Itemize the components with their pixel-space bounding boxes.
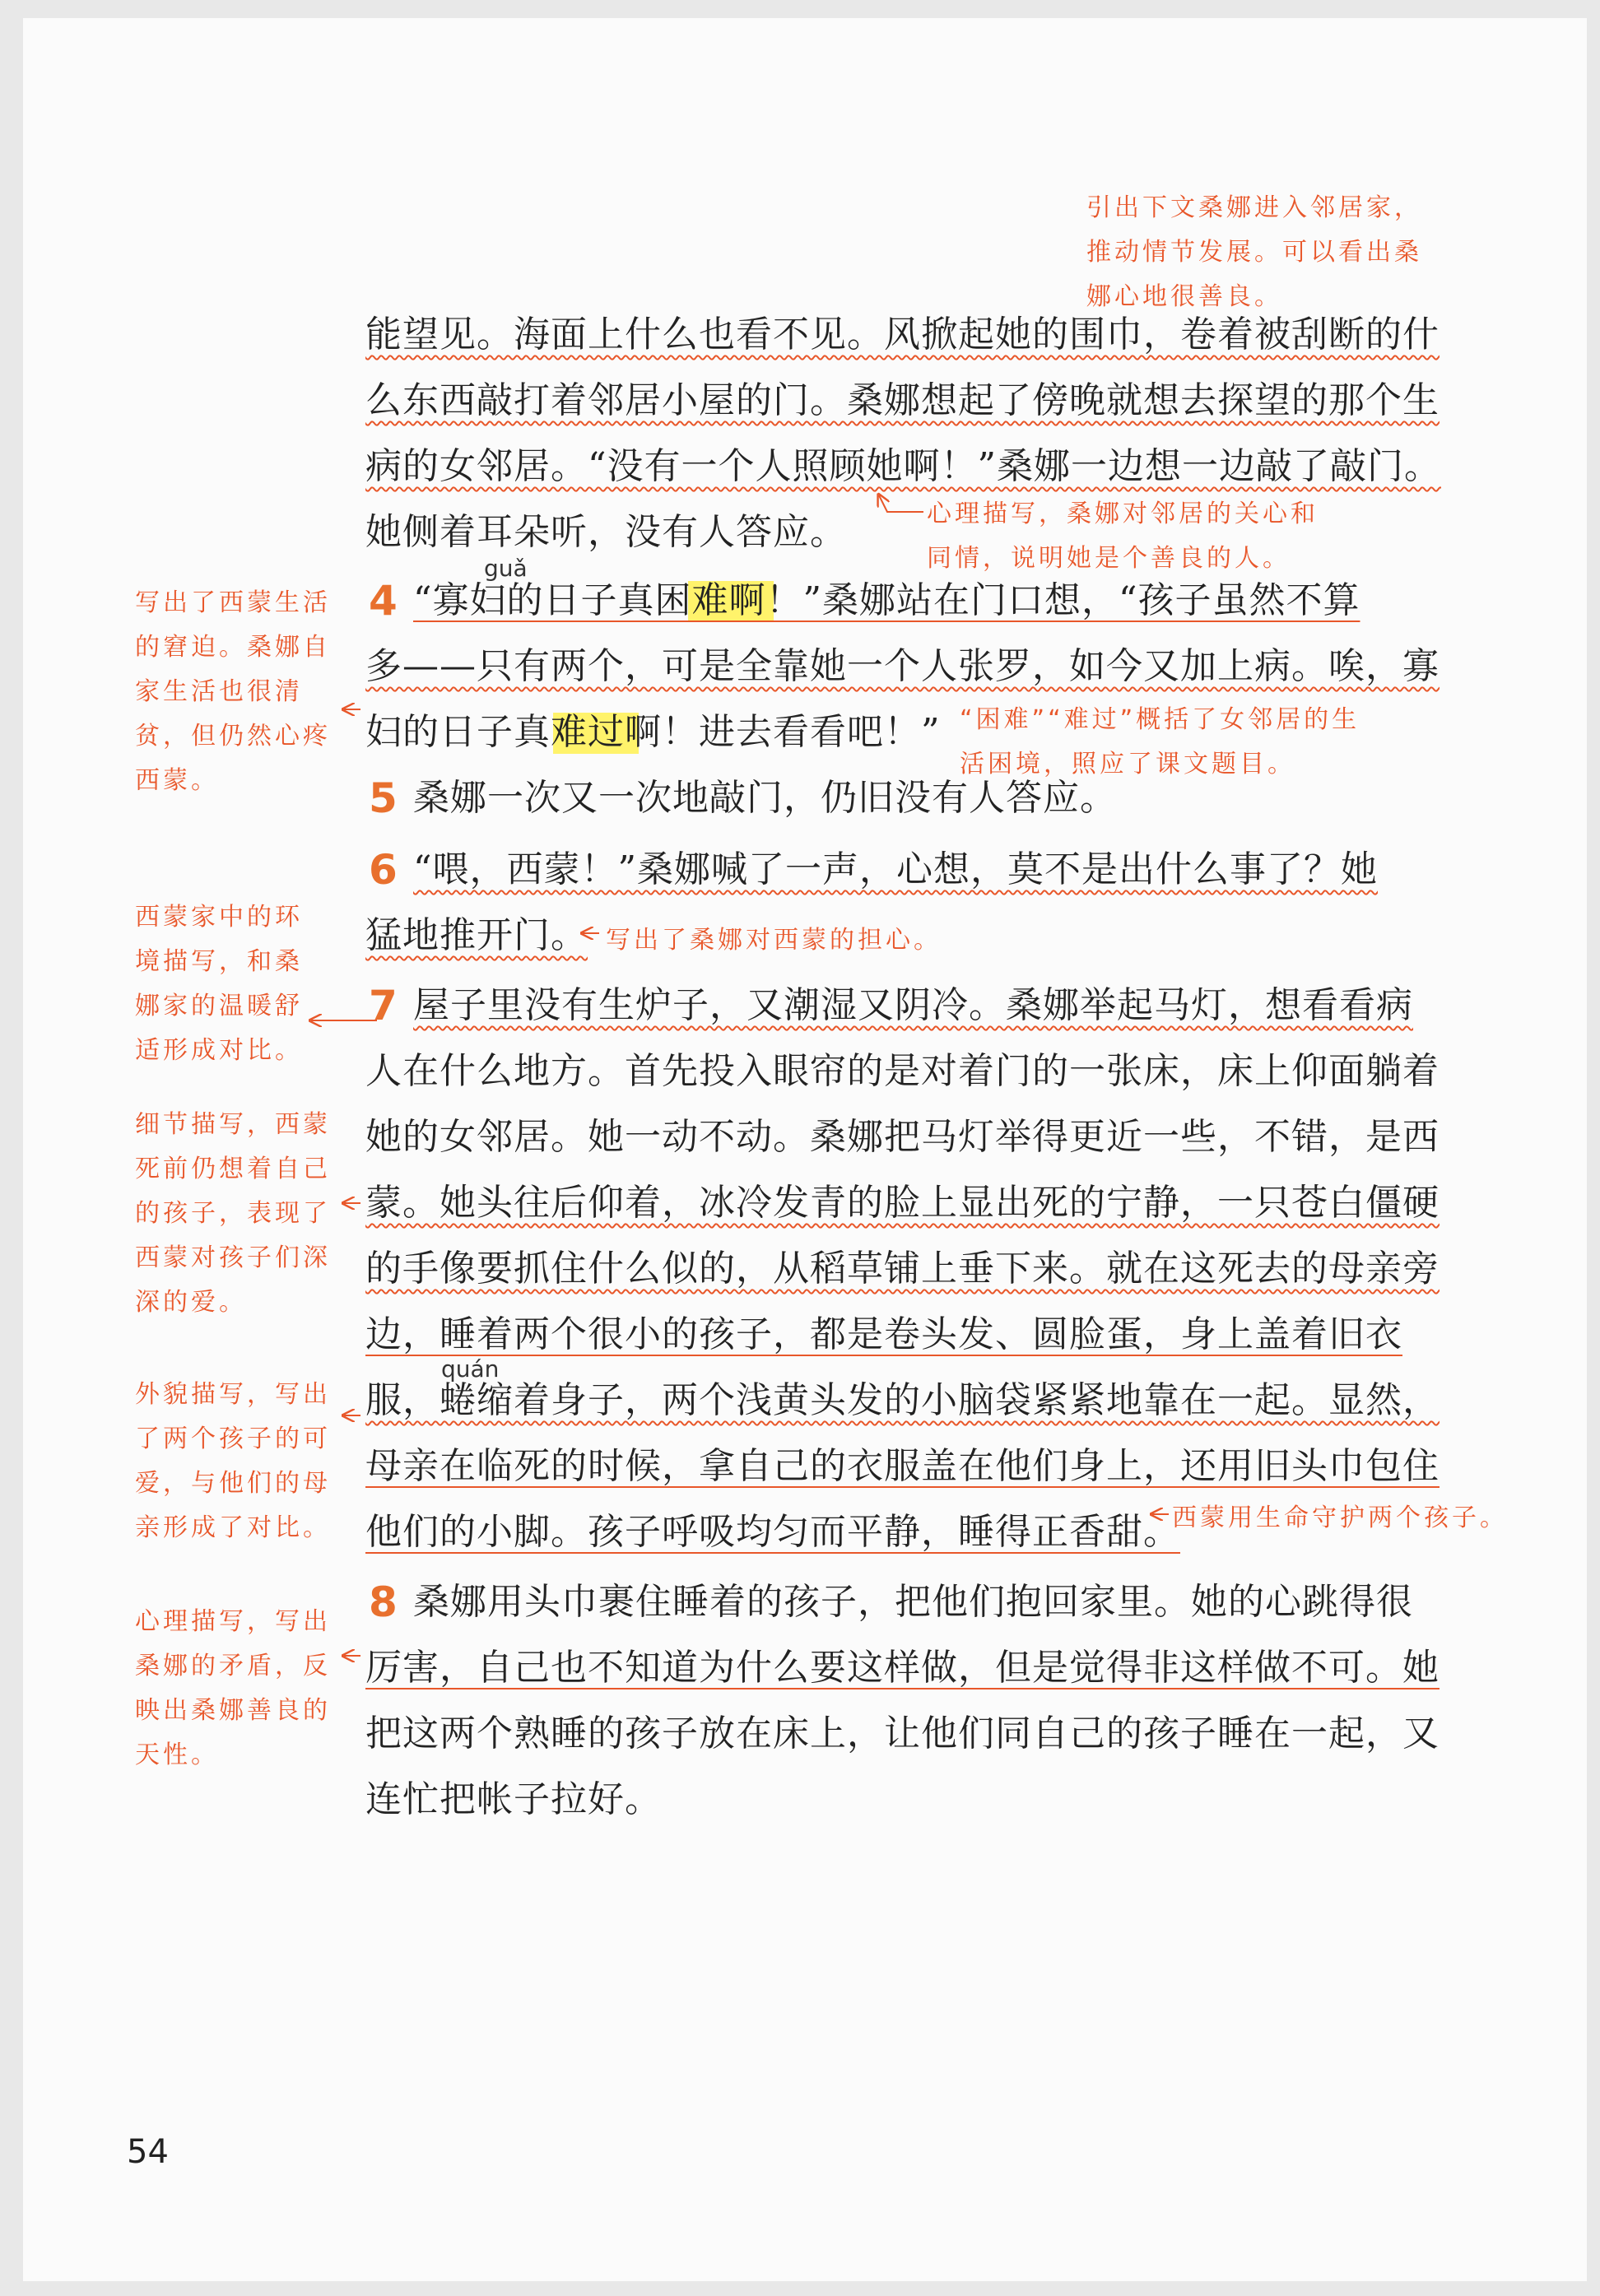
margin-note-line: 的孩子，表现了 [135, 1199, 331, 1228]
margin-note-line: 桑娜的矛盾，反 [135, 1652, 331, 1680]
margin-note-line: 心理描写，桑娜对邻居的关心和 [927, 500, 1319, 528]
paragraph-number: 5 [369, 774, 398, 822]
margin-note-line: 天性。 [135, 1741, 219, 1769]
text-line: 妇的日子真难过啊！进去看看吧！” [365, 711, 941, 753]
page-number: 54 [127, 2133, 169, 2171]
margin-note-line: 西蒙家中的环 [135, 903, 303, 932]
text-line: 连忙把帐子拉好。 [365, 1778, 662, 1820]
paragraph-number: 8 [369, 1578, 398, 1626]
text-line: 把这两个熟睡的孩子放在床上，让他们同自己的孩子睡在一起，又 [365, 1713, 1440, 1755]
margin-note-line: 了两个孩子的可 [135, 1425, 331, 1453]
margin-note-line: 娜家的温暖舒 [135, 992, 303, 1020]
margin-note-line: 引出下文桑娜进入邻居家， [1086, 193, 1422, 222]
margin-note-line: 家生活也很清 [135, 677, 303, 706]
paragraph-number: 7 [369, 982, 398, 1029]
margin-note-line: 同情，说明她是个善良的人。 [927, 544, 1291, 573]
paragraph-number: 4 [369, 577, 398, 625]
margin-note-line: 西蒙用生命守护两个孩子。 [1172, 1504, 1508, 1532]
margin-note-line: 贫，但仍然心疼 [135, 722, 331, 751]
text-line: 蒙。她头往后仰着，冰冷发青的脸上显出死的宁静，一只苍白僵硬 [365, 1182, 1440, 1224]
text-line: 厉害，自己也不知道为什么要这样做，但是觉得非这样做不可。她 [365, 1647, 1440, 1689]
text-line: “喂，西蒙！”桑娜喊了一声，心想，莫不是出什么事了？她 [413, 848, 1378, 890]
text-line: 屋子里没有生炉子，又潮湿又阴冷。桑娜举起马灯，想看看病 [413, 984, 1413, 1026]
text-line: 多——只有两个，可是全靠她一个人张罗，如今又加上病。唉，寡 [365, 645, 1440, 687]
text-line: 母亲在临死的时候，拿自己的衣服盖在他们身上，还用旧头巾包住 [365, 1445, 1440, 1487]
margin-note-line: 写出了西蒙生活 [135, 588, 331, 617]
pinyin-annotation: quán [441, 1355, 500, 1383]
text-line: 的手像要抓住什么似的，从稻草铺上垂下来。就在这死去的母亲旁 [365, 1248, 1440, 1290]
text-line: 么东西敲打着邻居小屋的门。桑娜想起了傍晚就想去探望的那个生 [365, 379, 1440, 421]
margin-note-line: 写出了桑娜对西蒙的担心。 [606, 926, 942, 955]
margin-note-line: 适形成对比。 [135, 1036, 303, 1065]
margin-note-line: 爱，与他们的母 [135, 1469, 331, 1498]
margin-note-line: 外貌描写，写出 [135, 1380, 331, 1409]
margin-note-line: 心理描写，写出 [135, 1607, 331, 1636]
margin-note-line: 娜心地很善良。 [1086, 282, 1282, 311]
text-line: 病的女邻居。“没有一个人照顾她啊！”桑娜一边想一边敲了敲门。 [365, 445, 1441, 487]
text-line: 桑娜用头巾裹住睡着的孩子，把他们抱回家里。她的心跳得很 [413, 1581, 1413, 1623]
margin-note-line: 映出桑娜善良的 [135, 1696, 331, 1725]
margin-note-line: 西蒙对孩子们深 [135, 1243, 331, 1272]
margin-note-line: 亲形成了对比。 [135, 1513, 331, 1542]
margin-note-line: 活困境，照应了课文题目。 [960, 750, 1295, 779]
pinyin-annotation: guǎ [484, 555, 528, 582]
text-line: 人在什么地方。首先投入眼帘的是对着门的一张床，床上仰面躺着 [365, 1050, 1440, 1092]
margin-note-line: 的窘迫。桑娜自 [135, 633, 331, 662]
text-line: “寡妇的日子真困难啊！”桑娜站在门口想，“孩子虽然不算 [413, 579, 1360, 621]
margin-note-line: 境描写，和桑 [135, 947, 303, 976]
margin-note-line: 细节描写，西蒙 [135, 1110, 331, 1139]
arrow-a2 [879, 495, 923, 512]
text-line: 桑娜一次又一次地敲门，仍旧没有人答应。 [413, 777, 1117, 819]
text-line: 她侧着耳朵听，没有人答应。 [365, 511, 847, 553]
margin-note-line: 推动情节发展。可以看出桑 [1086, 238, 1422, 267]
paragraph-number: 6 [369, 846, 398, 894]
text-line: 边，睡着两个很小的孩子，都是卷头发、圆脸蛋，身上盖着旧衣 [365, 1313, 1402, 1355]
margin-note-line: 西蒙。 [135, 766, 219, 795]
text-line: 猛地推开门。 [365, 914, 588, 956]
text-line: 服，蜷缩着身子，两个浅黄头发的小脑袋紧紧地靠在一起。显然， [365, 1379, 1440, 1421]
margin-note-line: 深的爱。 [135, 1288, 247, 1317]
text-line: 她的女邻居。她一动不动。桑娜把马灯举得更近一些，不错，是西 [365, 1116, 1440, 1158]
book-page [23, 18, 1587, 2281]
margin-note-line: “困难”“难过”概括了女邻居的生 [960, 705, 1360, 734]
text-line: 他们的小脚。孩子呼吸均匀而平静，睡得正香甜。 [365, 1511, 1180, 1553]
margin-note-line: 死前仍想着自己 [135, 1155, 331, 1183]
annotation-arrows [23, 18, 1587, 2281]
text-line: 能望见。海面上什么也看不见。风掀起她的围巾，卷着被刮断的什 [365, 314, 1440, 356]
